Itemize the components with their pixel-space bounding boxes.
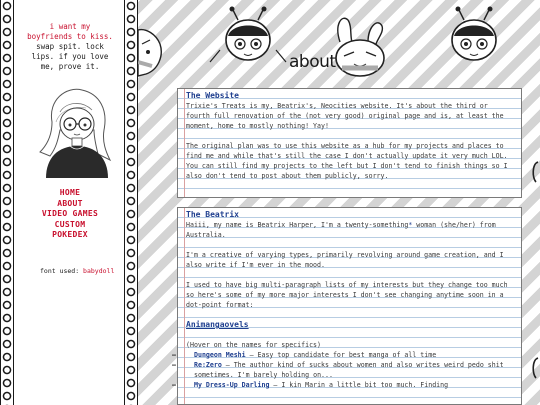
quote-line: boyfriends to kiss. bbox=[27, 32, 113, 41]
website-para: Trixie's Treats is my, Beatrix's, Neocities website. It's about the third or fourth full renovation of the (not very good) original page and is, at least the moment, home to mostly nothing! Yay! bbox=[186, 102, 504, 130]
nav-about[interactable]: ABOUT bbox=[57, 198, 83, 208]
list-item bbox=[172, 350, 524, 360]
beatrix-card bbox=[172, 207, 522, 405]
interest-link[interactable]: Dungeon Meshi bbox=[194, 351, 246, 359]
quote-line: i want my bbox=[49, 22, 91, 31]
list-item bbox=[172, 360, 524, 380]
list-item bbox=[172, 380, 524, 390]
page-header bbox=[138, 0, 540, 88]
interest-desc: — Easy top candidate for best manga of all time bbox=[245, 351, 437, 359]
nav-home[interactable]: HOME bbox=[59, 188, 81, 197]
polka-dot-border-left bbox=[0, 0, 14, 405]
footnote-star[interactable]: * bbox=[408, 221, 413, 229]
section-title-animangaovels: Animangaovels bbox=[186, 320, 249, 329]
beatrix-para: I used to have big multi-paragraph lists of my interests but they change too much so here's some of my more major interests I don't see changing anytime soon in a dot-point format: bbox=[186, 281, 508, 309]
interest-link[interactable]: Re:Zero bbox=[194, 361, 222, 369]
sidebar-nav bbox=[18, 188, 122, 241]
nav-custom[interactable]: CUSTOM bbox=[54, 219, 86, 229]
beatrix-para: I'm a creative of varying types, primarily revolving around game creation, and I also write if I'm ever in the mood. bbox=[186, 251, 504, 269]
quote-line: lips. if you love bbox=[31, 52, 109, 61]
portrait-drawing bbox=[30, 82, 116, 178]
nav-video-games[interactable]: VIDEO GAMES bbox=[41, 209, 99, 218]
bunny-character-icon bbox=[138, 30, 161, 76]
font-credit-link[interactable]: babydoll bbox=[83, 267, 115, 275]
website-heading: The Website bbox=[186, 91, 239, 100]
quote-line: me, prove it. bbox=[40, 62, 100, 71]
right-edge-doodles bbox=[522, 88, 540, 405]
list-dash: — bbox=[172, 361, 176, 369]
beatrix-para-text: Haiii, my name is Beatrix Harper, I'm a twenty-something bbox=[186, 221, 409, 229]
sidebar-quote bbox=[18, 22, 122, 72]
interest-list bbox=[172, 350, 524, 390]
beatrix-heading: The Beatrix bbox=[186, 210, 239, 219]
font-credit bbox=[40, 267, 114, 275]
beatrix-para-text: woman (she/her) from Australia. bbox=[186, 221, 496, 239]
quote-line: swap spit. lock bbox=[36, 42, 104, 51]
fairy-character-icon bbox=[210, 7, 286, 63]
nav-pokedex[interactable]: POKEDEX bbox=[52, 230, 88, 239]
interest-link[interactable]: My Dress-Up Darling bbox=[194, 381, 270, 389]
interest-desc: — I kin Marin a little bit too much. Finding bbox=[269, 381, 449, 389]
interest-desc: — The author kind of sucks about women and also writes weird pedo shit sometimes. I'm barely holding on... bbox=[194, 361, 504, 379]
sidebar bbox=[0, 0, 124, 405]
font-credit-label: font used: bbox=[40, 267, 84, 275]
header-characters bbox=[138, 0, 540, 88]
website-para: The original plan was to use this website as a hub for my projects and places to find me and while that's still the case I don't actually update it very much LOL. You can still find my projects to the left but I don't tend to finish things so I also don't tend to post about them publicly, sorry. bbox=[186, 142, 508, 180]
hover-note: (Hover on the names for specifics) bbox=[186, 341, 321, 349]
fairy-character-icon bbox=[452, 7, 496, 61]
list-dash: — bbox=[172, 381, 176, 389]
page-title: about bbox=[289, 52, 336, 72]
beatrix-para bbox=[186, 220, 515, 240]
polka-dot-border-right bbox=[124, 0, 138, 405]
list-dash: — bbox=[172, 351, 176, 359]
website-card bbox=[177, 88, 522, 198]
bunny-character-icon bbox=[336, 18, 384, 76]
